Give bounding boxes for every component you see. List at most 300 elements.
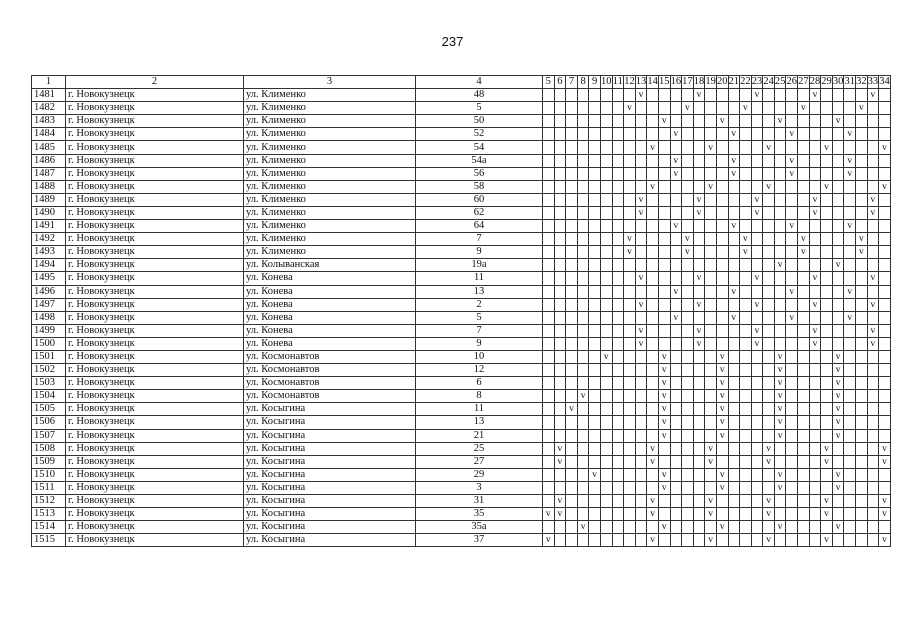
mark-cell bbox=[832, 442, 844, 455]
mark-cell bbox=[589, 350, 601, 363]
mark-cell bbox=[624, 180, 636, 193]
column-header: 3 bbox=[244, 76, 416, 89]
mark-cell bbox=[798, 180, 810, 193]
mark-cell bbox=[682, 193, 694, 206]
mark-cell: v bbox=[635, 206, 647, 219]
mark-cell: v bbox=[682, 246, 694, 259]
mark-cell bbox=[635, 534, 647, 547]
mark-cell bbox=[774, 324, 786, 337]
mark-cell bbox=[821, 324, 833, 337]
city-cell: г. Новокузнецк bbox=[66, 403, 244, 416]
mark-cell bbox=[670, 495, 682, 508]
mark-cell bbox=[844, 272, 856, 285]
mark-cell bbox=[705, 364, 717, 377]
mark-cell bbox=[856, 429, 868, 442]
mark-cell bbox=[798, 220, 810, 233]
column-header: 28 bbox=[809, 76, 821, 88]
mark-cell bbox=[589, 272, 601, 285]
mark-cell bbox=[728, 442, 740, 455]
mark-cell bbox=[832, 246, 844, 259]
mark-cell bbox=[705, 390, 717, 403]
mark-cell bbox=[809, 154, 821, 167]
mark-cell bbox=[832, 154, 844, 167]
mark-cell: v bbox=[670, 220, 682, 233]
mark-cell bbox=[751, 495, 763, 508]
mark-cell bbox=[612, 324, 624, 337]
column-header: 14 bbox=[647, 76, 658, 88]
house-number-cell: 52 bbox=[416, 128, 543, 141]
mark-cell bbox=[670, 89, 682, 102]
mark-cell bbox=[693, 521, 705, 534]
mark-cell bbox=[705, 233, 717, 246]
city-cell: г. Новокузнецк bbox=[66, 442, 244, 455]
mark-cell bbox=[879, 89, 891, 102]
mark-cell: v bbox=[798, 233, 810, 246]
mark-cell bbox=[705, 350, 717, 363]
mark-cell bbox=[774, 154, 786, 167]
mark-cell bbox=[856, 350, 868, 363]
mark-cell bbox=[543, 337, 555, 350]
street-cell: ул. Конева bbox=[244, 272, 416, 285]
mark-cell bbox=[774, 298, 786, 311]
mark-cell bbox=[693, 180, 705, 193]
row-number: 1504 bbox=[32, 390, 66, 403]
house-number-cell: 7 bbox=[416, 233, 543, 246]
street-cell: ул. Космонавтов bbox=[244, 364, 416, 377]
mark-cell bbox=[832, 167, 844, 180]
mark-cell bbox=[693, 416, 705, 429]
mark-cell: v bbox=[832, 350, 844, 363]
column-header: 7 bbox=[566, 76, 578, 89]
mark-cell: v bbox=[705, 442, 717, 455]
mark-cell bbox=[751, 521, 763, 534]
mark-cell bbox=[786, 521, 798, 534]
table-row bbox=[32, 364, 891, 377]
mark-cell bbox=[740, 154, 752, 167]
mark-cell bbox=[867, 403, 879, 416]
mark-cell bbox=[612, 193, 624, 206]
column-header: 27 bbox=[798, 76, 809, 88]
mark-cell bbox=[728, 89, 740, 102]
mark-cell bbox=[740, 468, 752, 481]
mark-cell bbox=[693, 468, 705, 481]
mark-cell bbox=[786, 180, 798, 193]
mark-cell bbox=[612, 102, 624, 115]
mark-cell bbox=[670, 102, 682, 115]
mark-cell: v bbox=[832, 115, 844, 128]
mark-cell bbox=[658, 534, 670, 547]
city-cell: г. Новокузнецк bbox=[66, 508, 244, 521]
mark-cell bbox=[867, 102, 879, 115]
mark-cell bbox=[844, 350, 856, 363]
mark-cell bbox=[577, 508, 589, 521]
mark-cell bbox=[589, 390, 601, 403]
mark-cell bbox=[693, 403, 705, 416]
mark-cell bbox=[856, 220, 868, 233]
mark-cell bbox=[798, 377, 810, 390]
mark-cell bbox=[589, 403, 601, 416]
mark-cell bbox=[728, 350, 740, 363]
mark-cell: v bbox=[821, 180, 833, 193]
mark-cell bbox=[728, 259, 740, 272]
mark-cell bbox=[670, 272, 682, 285]
mark-cell bbox=[600, 429, 612, 442]
mark-cell bbox=[786, 246, 798, 259]
mark-cell bbox=[867, 180, 879, 193]
mark-cell bbox=[600, 508, 612, 521]
mark-cell bbox=[716, 455, 728, 468]
mark-cell bbox=[879, 259, 891, 272]
house-number-cell: 35а bbox=[416, 521, 543, 534]
mark-cell bbox=[844, 364, 856, 377]
mark-cell bbox=[589, 416, 601, 429]
mark-cell: v bbox=[774, 468, 786, 481]
row-number: 1502 bbox=[32, 364, 66, 377]
mark-cell bbox=[647, 167, 659, 180]
mark-cell bbox=[716, 206, 728, 219]
mark-cell bbox=[786, 468, 798, 481]
table-row bbox=[32, 350, 891, 363]
row-number: 1488 bbox=[32, 180, 66, 193]
mark-cell bbox=[786, 495, 798, 508]
mark-cell bbox=[566, 206, 578, 219]
mark-cell bbox=[589, 233, 601, 246]
mark-cell: v bbox=[751, 272, 763, 285]
mark-cell bbox=[705, 416, 717, 429]
mark-cell: v bbox=[879, 141, 891, 154]
mark-cell bbox=[670, 508, 682, 521]
mark-cell: v bbox=[821, 455, 833, 468]
mark-cell bbox=[647, 220, 659, 233]
mark-cell bbox=[705, 337, 717, 350]
mark-cell bbox=[740, 141, 752, 154]
mark-cell bbox=[658, 89, 670, 102]
mark-cell bbox=[612, 272, 624, 285]
mark-cell bbox=[693, 377, 705, 390]
mark-cell bbox=[612, 534, 624, 547]
house-number-cell: 6 bbox=[416, 377, 543, 390]
mark-cell bbox=[624, 141, 636, 154]
mark-cell: v bbox=[879, 534, 891, 547]
mark-cell: v bbox=[844, 220, 856, 233]
mark-cell: v bbox=[554, 442, 566, 455]
mark-cell bbox=[728, 508, 740, 521]
mark-cell: v bbox=[716, 481, 728, 494]
mark-cell bbox=[821, 154, 833, 167]
mark-cell bbox=[798, 115, 810, 128]
mark-cell: v bbox=[821, 442, 833, 455]
mark-cell bbox=[716, 272, 728, 285]
mark-cell bbox=[624, 89, 636, 102]
mark-cell bbox=[740, 429, 752, 442]
mark-cell bbox=[844, 324, 856, 337]
mark-cell bbox=[612, 350, 624, 363]
mark-cell bbox=[751, 364, 763, 377]
mark-cell bbox=[600, 285, 612, 298]
mark-cell bbox=[612, 521, 624, 534]
mark-cell bbox=[600, 534, 612, 547]
mark-cell bbox=[647, 403, 659, 416]
mark-cell: v bbox=[786, 285, 798, 298]
mark-cell bbox=[728, 115, 740, 128]
mark-cell bbox=[647, 102, 659, 115]
mark-cell bbox=[740, 128, 752, 141]
mark-cell bbox=[589, 364, 601, 377]
mark-cell bbox=[658, 259, 670, 272]
mark-cell bbox=[589, 508, 601, 521]
mark-cell bbox=[554, 180, 566, 193]
mark-cell bbox=[740, 403, 752, 416]
mark-cell: v bbox=[716, 468, 728, 481]
street-cell: ул. Конева bbox=[244, 285, 416, 298]
column-header: 12 bbox=[624, 76, 635, 88]
mark-cell bbox=[612, 468, 624, 481]
mark-cell bbox=[809, 285, 821, 298]
mark-cell bbox=[879, 102, 891, 115]
mark-cell bbox=[647, 468, 659, 481]
mark-cell: v bbox=[821, 534, 833, 547]
row-number: 1503 bbox=[32, 377, 66, 390]
mark-cell bbox=[705, 285, 717, 298]
mark-cell bbox=[867, 311, 879, 324]
mark-cell bbox=[798, 350, 810, 363]
city-cell: г. Новокузнецк bbox=[66, 220, 244, 233]
mark-cell bbox=[716, 285, 728, 298]
mark-cell bbox=[809, 481, 821, 494]
mark-cell bbox=[600, 324, 612, 337]
mark-cell: v bbox=[647, 442, 659, 455]
mark-cell bbox=[728, 272, 740, 285]
mark-cell: v bbox=[751, 193, 763, 206]
city-cell: г. Новокузнецк bbox=[66, 180, 244, 193]
mark-cell bbox=[635, 495, 647, 508]
mark-cell bbox=[566, 141, 578, 154]
mark-cell bbox=[821, 285, 833, 298]
mark-cell bbox=[554, 324, 566, 337]
mark-cell bbox=[612, 233, 624, 246]
row-number: 1491 bbox=[32, 220, 66, 233]
mark-cell bbox=[728, 233, 740, 246]
mark-cell bbox=[612, 429, 624, 442]
mark-cell: v bbox=[635, 324, 647, 337]
mark-cell bbox=[716, 246, 728, 259]
mark-cell: v bbox=[786, 128, 798, 141]
mark-cell bbox=[751, 180, 763, 193]
mark-cell bbox=[728, 246, 740, 259]
mark-cell bbox=[670, 521, 682, 534]
mark-cell bbox=[844, 233, 856, 246]
row-number: 1485 bbox=[32, 141, 66, 154]
mark-cell bbox=[543, 468, 555, 481]
mark-cell: v bbox=[774, 521, 786, 534]
mark-cell bbox=[589, 311, 601, 324]
mark-cell bbox=[751, 167, 763, 180]
mark-cell: v bbox=[821, 141, 833, 154]
mark-cell bbox=[577, 141, 589, 154]
mark-cell bbox=[740, 495, 752, 508]
mark-cell: v bbox=[832, 403, 844, 416]
row-number: 1513 bbox=[32, 508, 66, 521]
mark-cell bbox=[832, 298, 844, 311]
mark-cell bbox=[658, 141, 670, 154]
mark-cell bbox=[728, 193, 740, 206]
table-row bbox=[32, 442, 891, 455]
mark-cell: v bbox=[844, 128, 856, 141]
mark-cell bbox=[589, 246, 601, 259]
mark-cell bbox=[879, 350, 891, 363]
column-header: 33 bbox=[867, 76, 879, 88]
mark-cell bbox=[624, 377, 636, 390]
mark-cell bbox=[693, 455, 705, 468]
mark-cell bbox=[751, 468, 763, 481]
mark-cell bbox=[670, 115, 682, 128]
mark-cell bbox=[786, 337, 798, 350]
mark-cell bbox=[705, 521, 717, 534]
row-number: 1501 bbox=[32, 350, 66, 363]
mark-cell bbox=[740, 442, 752, 455]
city-cell: г. Новокузнецк bbox=[66, 115, 244, 128]
mark-cell bbox=[751, 350, 763, 363]
header-row bbox=[32, 76, 891, 89]
mark-cell bbox=[600, 403, 612, 416]
mark-cell bbox=[566, 455, 578, 468]
mark-cell bbox=[554, 141, 566, 154]
mark-cell bbox=[577, 298, 589, 311]
city-cell: г. Новокузнецк bbox=[66, 89, 244, 102]
mark-cell bbox=[716, 495, 728, 508]
mark-cell: v bbox=[879, 442, 891, 455]
table-row bbox=[32, 206, 891, 219]
table-row bbox=[32, 521, 891, 534]
mark-cell bbox=[821, 220, 833, 233]
column-header: 32 bbox=[856, 76, 867, 88]
mark-cell bbox=[844, 115, 856, 128]
column-header: 22 bbox=[740, 76, 751, 88]
mark-cell bbox=[635, 180, 647, 193]
house-number-cell: 54а bbox=[416, 154, 543, 167]
mark-cell: v bbox=[867, 298, 879, 311]
mark-cell bbox=[577, 180, 589, 193]
mark-cell bbox=[763, 154, 775, 167]
mark-cell bbox=[751, 233, 763, 246]
mark-cell: v bbox=[763, 495, 775, 508]
row-number: 1487 bbox=[32, 167, 66, 180]
city-cell: г. Новокузнецк bbox=[66, 390, 244, 403]
mark-cell bbox=[658, 180, 670, 193]
table-row bbox=[32, 455, 891, 468]
mark-cell: v bbox=[832, 377, 844, 390]
mark-cell bbox=[566, 468, 578, 481]
mark-cell: v bbox=[879, 495, 891, 508]
house-number-cell: 13 bbox=[416, 416, 543, 429]
mark-cell bbox=[740, 416, 752, 429]
mark-cell bbox=[554, 350, 566, 363]
mark-cell bbox=[566, 115, 578, 128]
mark-cell bbox=[705, 481, 717, 494]
mark-cell bbox=[844, 495, 856, 508]
mark-cell bbox=[600, 521, 612, 534]
mark-cell bbox=[728, 102, 740, 115]
mark-cell: v bbox=[740, 233, 752, 246]
mark-cell bbox=[821, 233, 833, 246]
mark-cell bbox=[728, 481, 740, 494]
mark-cell bbox=[832, 220, 844, 233]
house-number-cell: 62 bbox=[416, 206, 543, 219]
mark-cell bbox=[577, 324, 589, 337]
mark-cell bbox=[740, 377, 752, 390]
mark-cell bbox=[543, 246, 555, 259]
mark-cell bbox=[809, 442, 821, 455]
mark-cell bbox=[774, 180, 786, 193]
mark-cell bbox=[856, 128, 868, 141]
mark-cell bbox=[624, 534, 636, 547]
table-row bbox=[32, 141, 891, 154]
mark-cell bbox=[543, 285, 555, 298]
mark-cell bbox=[543, 102, 555, 115]
mark-cell bbox=[658, 508, 670, 521]
mark-cell bbox=[786, 364, 798, 377]
mark-cell bbox=[763, 115, 775, 128]
mark-cell: v bbox=[543, 534, 555, 547]
mark-cell bbox=[658, 246, 670, 259]
mark-cell bbox=[728, 521, 740, 534]
mark-cell bbox=[809, 128, 821, 141]
mark-cell bbox=[682, 521, 694, 534]
mark-cell bbox=[763, 220, 775, 233]
mark-cell bbox=[577, 442, 589, 455]
mark-cell: v bbox=[635, 298, 647, 311]
mark-cell bbox=[612, 180, 624, 193]
table-row bbox=[32, 377, 891, 390]
mark-cell bbox=[600, 233, 612, 246]
mark-cell bbox=[763, 324, 775, 337]
column-header: 9 bbox=[589, 76, 601, 89]
mark-cell: v bbox=[821, 495, 833, 508]
mark-cell: v bbox=[658, 481, 670, 494]
mark-cell: v bbox=[774, 377, 786, 390]
mark-cell bbox=[751, 311, 763, 324]
row-number: 1481 bbox=[32, 89, 66, 102]
mark-cell bbox=[635, 521, 647, 534]
street-cell: ул. Косыгина bbox=[244, 534, 416, 547]
mark-cell: v bbox=[716, 364, 728, 377]
mark-cell bbox=[867, 259, 879, 272]
mark-cell bbox=[705, 429, 717, 442]
mark-cell bbox=[554, 220, 566, 233]
mark-cell: v bbox=[763, 141, 775, 154]
mark-cell bbox=[705, 89, 717, 102]
mark-cell bbox=[682, 508, 694, 521]
mark-cell bbox=[821, 167, 833, 180]
mark-cell bbox=[624, 390, 636, 403]
mark-cell: v bbox=[728, 154, 740, 167]
mark-cell bbox=[658, 220, 670, 233]
mark-cell bbox=[554, 193, 566, 206]
mark-cell bbox=[705, 154, 717, 167]
mark-cell bbox=[577, 259, 589, 272]
mark-cell bbox=[763, 390, 775, 403]
mark-cell bbox=[728, 495, 740, 508]
mark-cell bbox=[577, 128, 589, 141]
mark-cell bbox=[589, 206, 601, 219]
mark-cell: v bbox=[693, 337, 705, 350]
street-cell: ул. Косыгина bbox=[244, 455, 416, 468]
house-number-cell: 50 bbox=[416, 115, 543, 128]
street-cell: ул. Конева bbox=[244, 324, 416, 337]
mark-cell bbox=[751, 416, 763, 429]
mark-cell bbox=[716, 220, 728, 233]
mark-cell: v bbox=[832, 481, 844, 494]
